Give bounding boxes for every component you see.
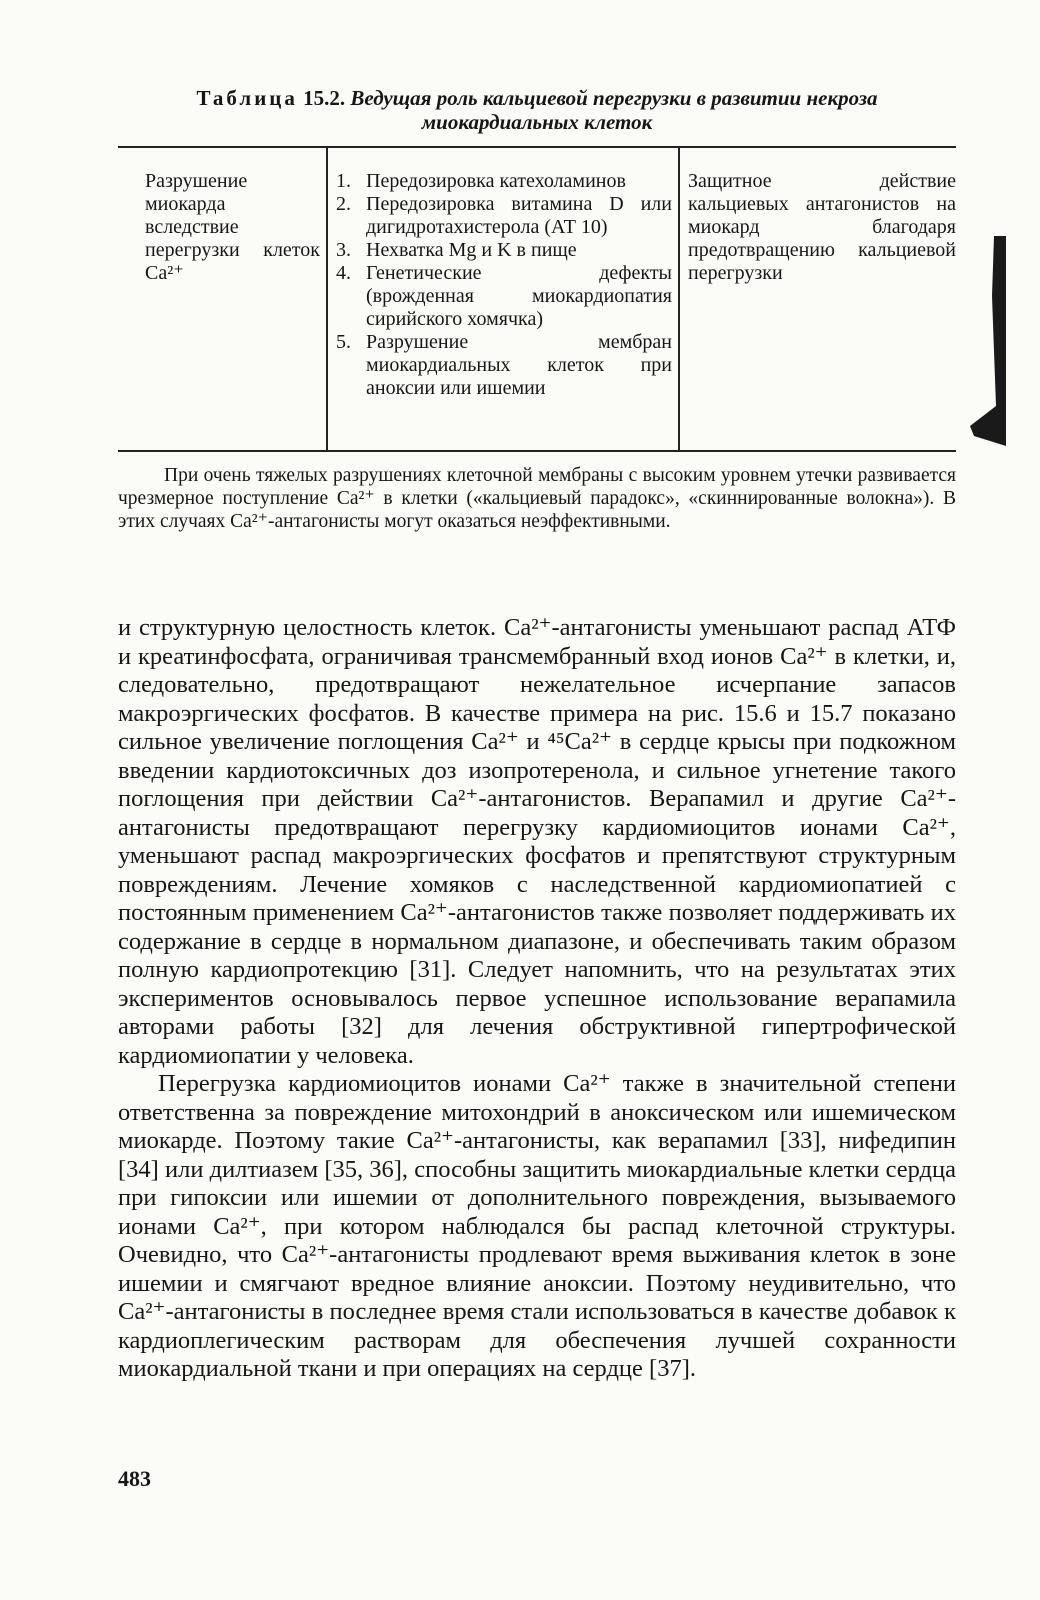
table-cell-protection: Защитное действие кальциевых антагонистов на миокард благодаря предотвращению кальциевой перегрузки	[688, 170, 956, 284]
cause-number: 4.	[336, 262, 351, 284]
cause-number: 3.	[336, 239, 351, 261]
table-top-rule	[118, 146, 956, 148]
table-cause-item	[336, 262, 672, 331]
cause-text: Нехватка Mg и K в пище	[366, 239, 577, 261]
paragraph: и структурную целостность клеток. Ca²⁺-антагонисты уменьшают распад АТФ и креатинфосфата, ограничивая трансмембранный вход ионов Ca²⁺ в клетки, и, следовательно, предотвращают нежелательное исчерпание запасов макроэргических фосфатов. В качестве примера на рис. 15.6 и 15.7 показано сильное увеличение поглощения Ca²⁺ и ⁴⁵Ca²⁺ в сердце крысы при подкожном введении кардиотоксичных доз изопротеренола, и сильное угнетение такого поглощения при действии Ca²⁺-антагонистов. Верапамил и другие Ca²⁺-антагонисты предотвращают перегрузку кардиомиоцитов ионами Ca²⁺, уменьшают распад макроэргических фосфатов и препятствуют структурным повреждениям. Лечение хомяков с наследственной кардиомиопатией с постоянным применением Ca²⁺-антагонистов также позволяет поддерживать их содержание в сердце в нормальном диапазоне, и обеспечивать таким образом полную кардиопротекцию [31]. Следует напомнить, что на результатах этих экспериментов основывалось первое успешное использование верапамила авторами работы [32] для лечения обструктивной гипертрофической кардиомиопатии у человека.	[118, 614, 956, 1069]
table-cell-causes	[336, 170, 672, 400]
cause-number: 5.	[336, 331, 351, 353]
cause-text: Генетические дефекты (врожденная миокардиопатия сирийского хомячка)	[366, 262, 672, 330]
table-caption-label: Таблица	[196, 86, 298, 110]
table-cause-item	[336, 331, 672, 400]
table-column-divider-1	[326, 146, 328, 450]
cause-text: Передозировка катехоламинов	[366, 170, 626, 192]
table-caption-title: Ведущая роль кальциевой перегрузки в развитии некроза миокардиальных клеток	[350, 86, 878, 134]
page-number: 483	[118, 1466, 151, 1491]
table-caption-number: 15.2.	[303, 86, 346, 110]
table-cause-item	[336, 193, 672, 239]
body-text	[118, 614, 956, 1384]
table-column-divider-2	[678, 146, 680, 450]
cause-number: 1.	[336, 170, 351, 192]
table-caption	[118, 86, 956, 134]
table-cause-item	[336, 170, 672, 193]
scan-edge-shadow-icon	[966, 236, 1006, 446]
table-bottom-rule	[118, 450, 956, 452]
cause-number: 2.	[336, 193, 351, 215]
table-footnote: При очень тяжелых разрушениях клеточной мембраны с высоким уровнем утечки развивается чрезмерное поступление Ca²⁺ в клетки («кальциевый парадокс», «скиннированные волокна»). В этих случаях Ca²⁺-антагонисты могут оказаться неэффективными.	[118, 465, 956, 532]
table-cell-effect: Разрушение миокарда вследствие перегрузки клеток Ca²⁺	[145, 170, 320, 284]
paragraph: Перегрузка кардиомиоцитов ионами Ca²⁺ также в значительной степени ответственна за повреждение митохондрий в аноксическом или ишемическом миокарде. Поэтому такие Ca²⁺-антагонисты, как верапамил [33], нифедипин [34] или дилтиазем [35, 36], способны защитить миокардиальные клетки сердца при гипоксии или ишемии от дополнительного повреждения, вызываемого ионами Ca²⁺, при котором наблюдался бы распад клеточной структуры. Очевидно, что Ca²⁺-антагонисты продлевают время выживания клеток в зоне ишемии и смягчают вредное влияние аноксии. Поэтому неудивительно, что Ca²⁺-антагонисты в последнее время стали использоваться в качестве добавок к кардиоплегическим растворам для обеспечения лучшей сохранности миокардиальной ткани и при операциях на сердце [37].	[118, 1070, 956, 1382]
cause-text: Разрушение мембран миокардиальных клеток при аноксии или ишемии	[366, 331, 672, 399]
table-cause-item	[336, 239, 672, 262]
cause-text: Передозировка витамина D или дигидротахистерола (АТ 10)	[366, 193, 672, 238]
